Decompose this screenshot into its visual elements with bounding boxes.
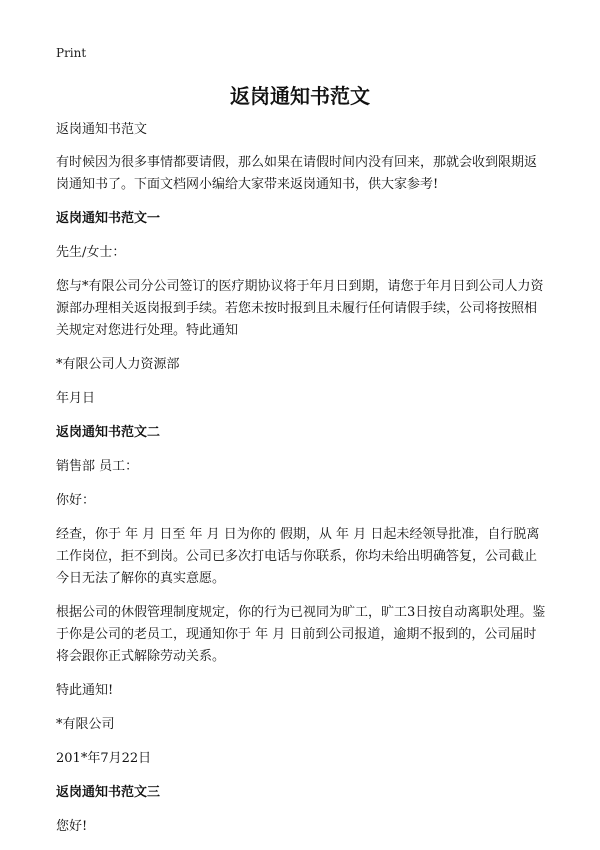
section2-body-2: 根据公司的休假管理制度规定，你的行为已视同为旷工，旷工3日按自动离职处理。鉴于你是公司的老员工，现通知你于 年 月 日前到公司报道，逾期不报到的，公司届时将会跟你正式解除劳动关系。 [56, 605, 546, 664]
section2-greeting: 你好： [56, 493, 96, 508]
section1-date: 年月日 [56, 391, 96, 406]
section2-body-1: 经查，你于 年 月 日至 年 月 日为你的 假期，从 年 月 日起未经领导批准，自行脱离工作岗位，拒不到岗。公司已多次打电话与你联系，你均未给出明确答复，公司截止今日无法了解你的真实意愿。 [56, 527, 540, 586]
section2-signature: *有限公司 [56, 717, 115, 732]
page-title: 返岗通知书范文 [230, 84, 370, 108]
section2-closing: 特此通知! [56, 683, 114, 698]
print-link[interactable]: Print [56, 46, 87, 60]
intro-paragraph: 有时候因为很多事情都要请假，那么如果在请假时间内没有回来，那就会收到限期返岗通知书了。下面文档网小编给大家带来返岗通知书，供大家参考! [56, 155, 538, 192]
document-subtitle: 返岗通知书范文 [56, 122, 148, 137]
section2-recipient: 销售部 员工： [56, 459, 139, 474]
section3-greeting: 您好! [56, 819, 88, 834]
section2-date: 201*年7月22日 [56, 751, 152, 766]
section-heading-3: 返岗通知书范文三 [56, 785, 161, 800]
document-body [56, 119, 548, 850]
section-heading-2: 返岗通知书范文二 [56, 425, 161, 440]
section1-body: 您与*有限公司分公司签订的医疗期协议将于年月日到期，请您于年月日到公司人力资源部办理相关返岗报到手续。若您未按时报到且未履行任何请假手续，公司将按照相关规定对您进行处理。特此通知 [56, 279, 544, 338]
section-heading-1: 返岗通知书范文一 [56, 211, 161, 226]
section1-signature: *有限公司人力资源部 [56, 357, 180, 372]
salutation: 先生/女士： [56, 245, 126, 260]
